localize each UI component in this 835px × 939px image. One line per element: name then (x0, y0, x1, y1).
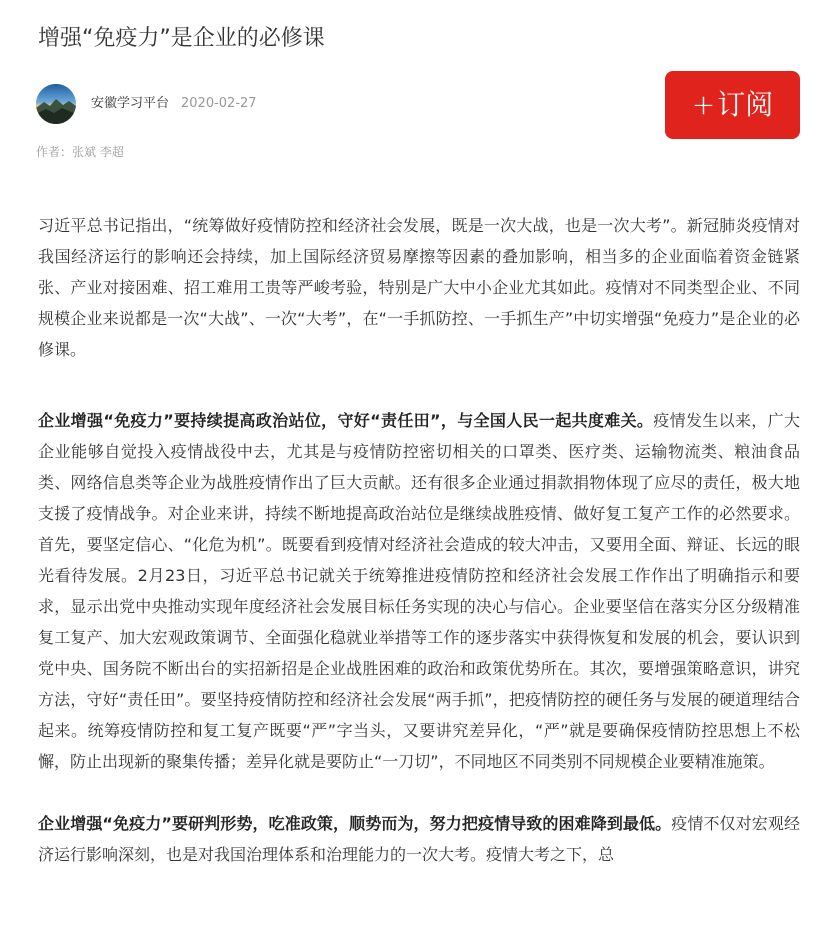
subscribe-label: 订阅 (717, 88, 774, 121)
paragraph-text: 疫情不仅对宏观经济运行影响深刻，也是对我国治理体系和治理能力的一次大考。疫情大考之下，总 (38, 814, 800, 864)
article-author: 作者：张斌 李超 (36, 145, 124, 159)
paragraph-text: 疫情发生以来，广大企业能够自觉投入疫情战役中去，尤其是与疫情防控密切相关的口罩类、医疗类、运输物流类、粮油食品类、网络信息类等企业为战胜疫情作出了巨大贡献。还有很多企业通过捐款捐物体现了应尽的责任，极大地支援了疫情战争。对企业来讲，持续不断地提高政治站位是继续战胜疫情、做好复工复产工作的必然要求。首先，要坚定信心、“化危为机”。既要看到疫情对经济社会造成的较大冲击，又要用全面、辩证、长远的眼光看待发展。2月23日，习近平总书记就关于统筹推进疫情防控和经济社会发展工作作出了明确指示和要求，显示出党中央推动实现年度经济社会发展目标任务实现的决心与信心。企业要坚信在落实分区分级精准复工复产、加大宏观政策调节、全面强化稳就业举措等工作的逐步落实中获得恢复和发展的机会，要认识到党中央、国务院不断出台的实招新招是企业战胜困难的政治和政策优势所在。其次，要增强策略意识，讲究方法，守好“责任田”。要坚持疫情防控和经济社会发展“两手抓”，把疫情防控的硬任务与发展的硬道理结合起来。统筹疫情防控和复工复产既要“严”字当头，又要讲究差异化，“严”就是要确保疫情防控思想上不松懈，防止出现新的聚集传播；差异化就是要防止“一刀切”，不同地区不同类别不同规模企业要精准施策。 (38, 411, 800, 771)
publish-date: 2020-02-27 (181, 96, 257, 111)
article-body (38, 210, 800, 901)
paragraph-text: 习近平总书记指出，“统筹做好疫情防控和经济社会发展，既是一次大战，也是一次大考”。新冠肺炎疫情对我国经济运行的影响还会持续，加上国际经济贸易摩擦等因素的叠加影响，相当多的企业面临着资金链紧张、产业对接困难、招工难用工贵等严峻考验，特别是广大中小企业尤其如此。疫情对不同类型企业、不同规模企业来说都是一次“大战”、一次“大考”，在“一手抓防控、一手抓生产”中切实增强“免疫力”是企业的必修课。 (38, 216, 800, 359)
source-avatar[interactable] (36, 84, 76, 124)
plus-icon: + (691, 88, 716, 121)
article-paragraph (38, 808, 800, 870)
article-title: 增强“免疫力”是企业的必修课 (38, 26, 325, 51)
article-meta (91, 95, 257, 113)
paragraph-lead: 企业增强“免疫力”要持续提高政治站位，守好“责任田”，与全国人民一起共度难关。 (38, 411, 654, 430)
subscribe-button[interactable] (665, 71, 800, 139)
paragraph-lead: 企业增强“免疫力”要研判形势，吃准政策，顺势而为，努力把疫情导致的困难降到最低。 (38, 814, 672, 833)
landscape-avatar-icon (36, 84, 76, 124)
article-paragraph (38, 405, 800, 777)
source-name[interactable]: 安徽学习平台 (91, 96, 170, 111)
article-paragraph (38, 210, 800, 365)
